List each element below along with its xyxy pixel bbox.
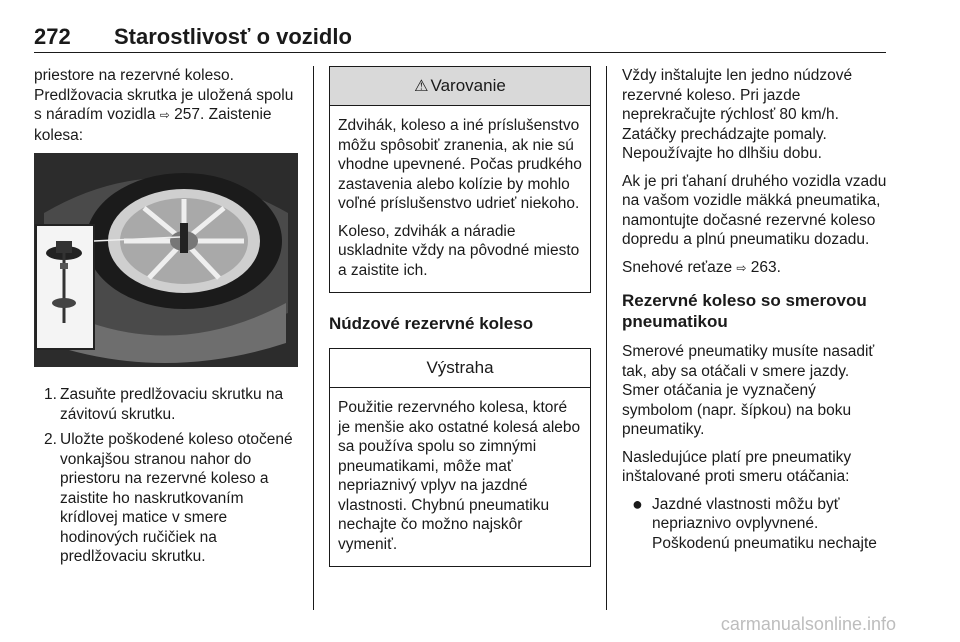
paragraph: Smerové pneumatiky musíte nasadiť tak, aby sa otáčali v smere jazdy. Smer otáčania je vyznačený symbolom (napr. šípkou) na boku pneumatiky. (622, 343, 875, 438)
column-left (34, 66, 302, 573)
intro-paragraph: priestore na rezervné koleso. Predlžovacia skrutka je uložená spolu s náradím vozidla ⇨ 257. Zaistenie kolesa: (34, 67, 294, 144)
list-item: ● Jazdné vlastnosti môžu byť nepriaznivo ovplyvnené. Poškodenú pneumatiku nechajte (632, 493, 877, 552)
section-heading: Rezervné koleso so smerovou pneumatikou (622, 291, 867, 331)
column-divider (606, 66, 607, 610)
spare-wheel-illustration (34, 153, 298, 367)
watermark: carmanualsonline.info (720, 614, 896, 634)
steps-list (34, 385, 302, 567)
caution-text: Použitie rezervného kolesa, ktoré je menšie ako ostatné kolesá alebo sa používa spolu so zimnými pneumatikami, môže mať nepriaznivý vplyv na jazdné vlastnosti. Chybnú pneumatiku nechajte čo možno najskôr vymeniť. (338, 399, 581, 553)
page-title: Starostlivosť o vozidlo (114, 24, 352, 49)
list-item: 1. Zasuňte predlžovaciu skrutku na závitovú skrutku. (44, 386, 284, 423)
paragraph: Ak je pri ťahaní druhého vozidla vzadu na vašom vozidle mäkká pneumatika, namontujte dočasné rezervné koleso dopredu a plnú pneumatiku dozadu. (622, 172, 887, 248)
warning-text: Koleso, zdvihák a náradie uskladnite vždy na pôvodné miesto a zaistite ich. (338, 222, 580, 279)
list-item: 2. Uložte poškodené koleso otočené vonkajšou stranou nahor do priestoru na rezervné koleso a zaistite ho naskrutkovaním krídlovej matice v smere hodinových ručičiek na predlžovaciu skrutku. (44, 431, 293, 565)
paragraph: Vždy inštalujte len jedno núdzové rezervné koleso. Pri jazde neprekračujte rýchlosť 80 km/h. Zatáčky prechádzajte pomaly. Nepoužívajte ho dlhšiu dobu. (622, 67, 853, 162)
page-header (34, 20, 886, 53)
page-ref-arrow-icon: ⇨ (159, 108, 170, 122)
section-heading: Núdzové rezervné koleso (329, 314, 534, 333)
bullet-list (622, 495, 890, 554)
caution-box (329, 348, 591, 567)
page-ref-arrow-icon: ⇨ (736, 260, 747, 275)
warning-box-header: ⚠ Varovanie (330, 67, 590, 106)
warning-box (329, 66, 591, 293)
paragraph: Snehové reťaze ⇨ 263. (622, 258, 781, 276)
bullet-icon: ● (632, 493, 643, 514)
warning-triangle-icon: ⚠ (414, 78, 429, 95)
spare-wheel-drawing (34, 153, 298, 367)
column-divider (313, 66, 314, 610)
caution-box-header: Výstraha (330, 349, 590, 388)
paragraph: Nasledujúce platí pre pneumatiky inštalované proti smeru otáčania: (622, 448, 852, 485)
column-middle (329, 66, 591, 567)
warning-text: Zdvihák, koleso a iné príslušenstvo môžu spôsobiť zranenia, ak nie sú vhodne upevnené. Počas prudkého zastavenia alebo kolízie by mohlo voľné príslušenstvo udrieť niekoho. (338, 117, 582, 212)
page-number: 272 (34, 24, 71, 49)
column-right (622, 66, 890, 553)
